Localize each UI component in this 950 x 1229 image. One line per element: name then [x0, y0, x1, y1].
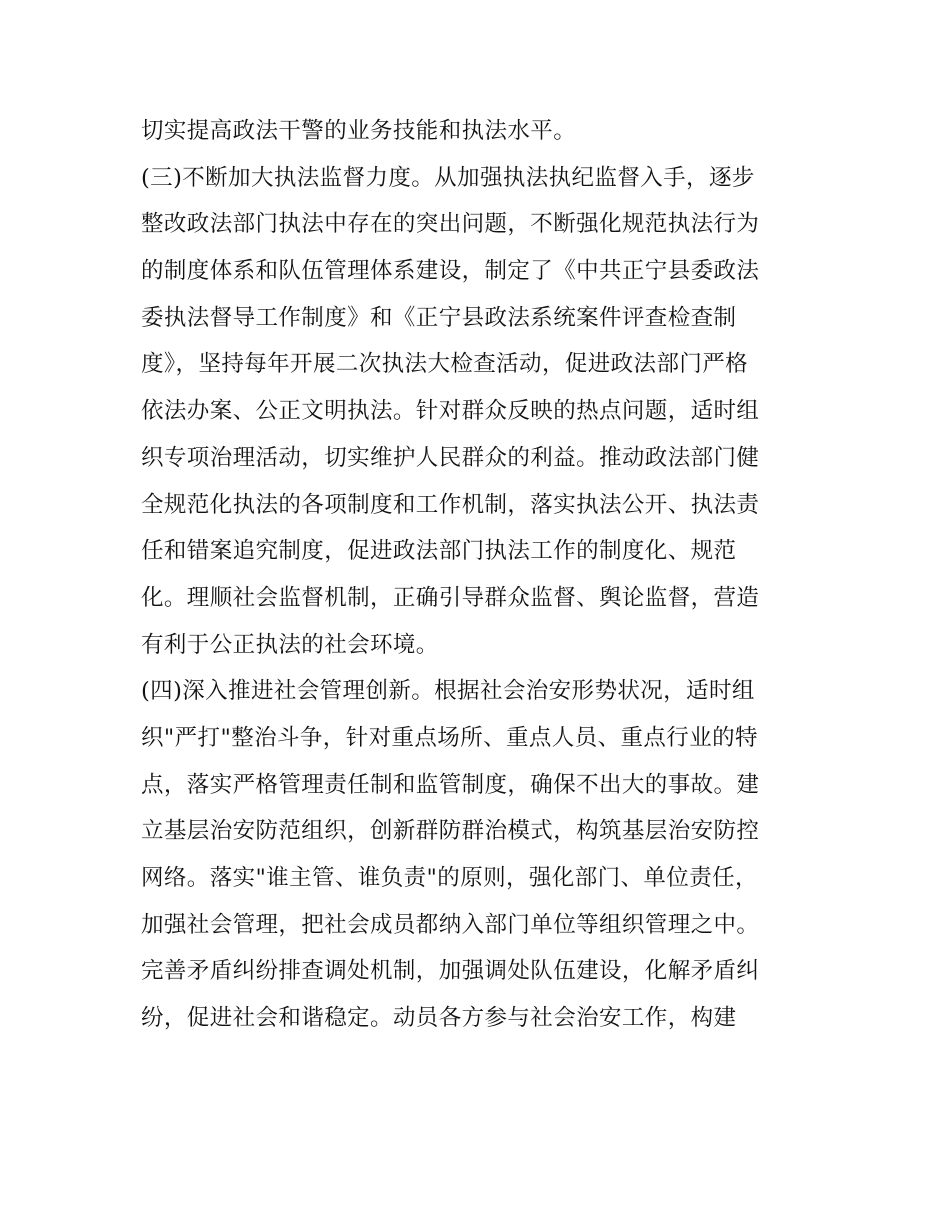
text-line: 网络。落实"谁主管、谁负责"的原则，强化部门、单位责任， [141, 865, 758, 891]
text-line: 加强社会管理，把社会成员都纳入部门单位等组织管理之中。 [141, 911, 760, 938]
text-line: (四)深入推进社会管理创新。根据社会治安形势状况，适时组 [141, 678, 755, 705]
text-line: 纷，促进社会和谐稳定。动员各方参与社会治安工作，构建 [141, 1005, 737, 1032]
text-line: 织"严打"整治斗争，针对重点场所、重点人员、重点行业的特 [141, 724, 758, 751]
text-line: 点，落实严格管理责任制和监管制度，确保不出大的事故。建 [141, 771, 760, 798]
text-line: 依法办案、公正文明执法。针对群众反映的热点问题，适时组 [141, 398, 760, 425]
text-line: 整改政法部门执法中存在的突出问题，不断强化规范执法行为 [141, 211, 760, 238]
text-line: 立基层治安防范组织，创新群防群治模式，构筑基层治安防控 [141, 818, 760, 845]
document-body [141, 108, 831, 1042]
text-line: 完善矛盾纠纷排查调处机制，加强调处队伍建设，化解矛盾纠 [141, 958, 760, 985]
text-line: (三)不断加大执法监督力度。从加强执法执纪监督入手，逐步 [141, 164, 755, 191]
text-line: 切实提高政法干警的业务技能和执法水平。 [141, 118, 577, 144]
text-line: 织专项治理活动，切实维护人民群众的利益。推动政法部门健 [141, 444, 760, 471]
text-line: 委执法督导工作制度》和《正宁县政法系统案件评查检查制 [141, 304, 737, 331]
text-line: 全规范化执法的各项制度和工作机制，落实执法公开、执法责 [141, 491, 760, 518]
text-line: 有利于公正执法的社会环境。 [141, 631, 439, 658]
text-line: 的制度体系和队伍管理体系建设，制定了《中共正宁县委政法 [141, 258, 760, 285]
text-line: 任和错案追究制度，促进政法部门执法工作的制度化、规范 [141, 538, 737, 565]
text-line: 化。理顺社会监督机制，正确引导群众监督、舆论监督，营造 [141, 584, 760, 611]
text-line: 度》，坚持每年开展二次执法大检查活动，促进政法部门严格 [141, 351, 749, 378]
